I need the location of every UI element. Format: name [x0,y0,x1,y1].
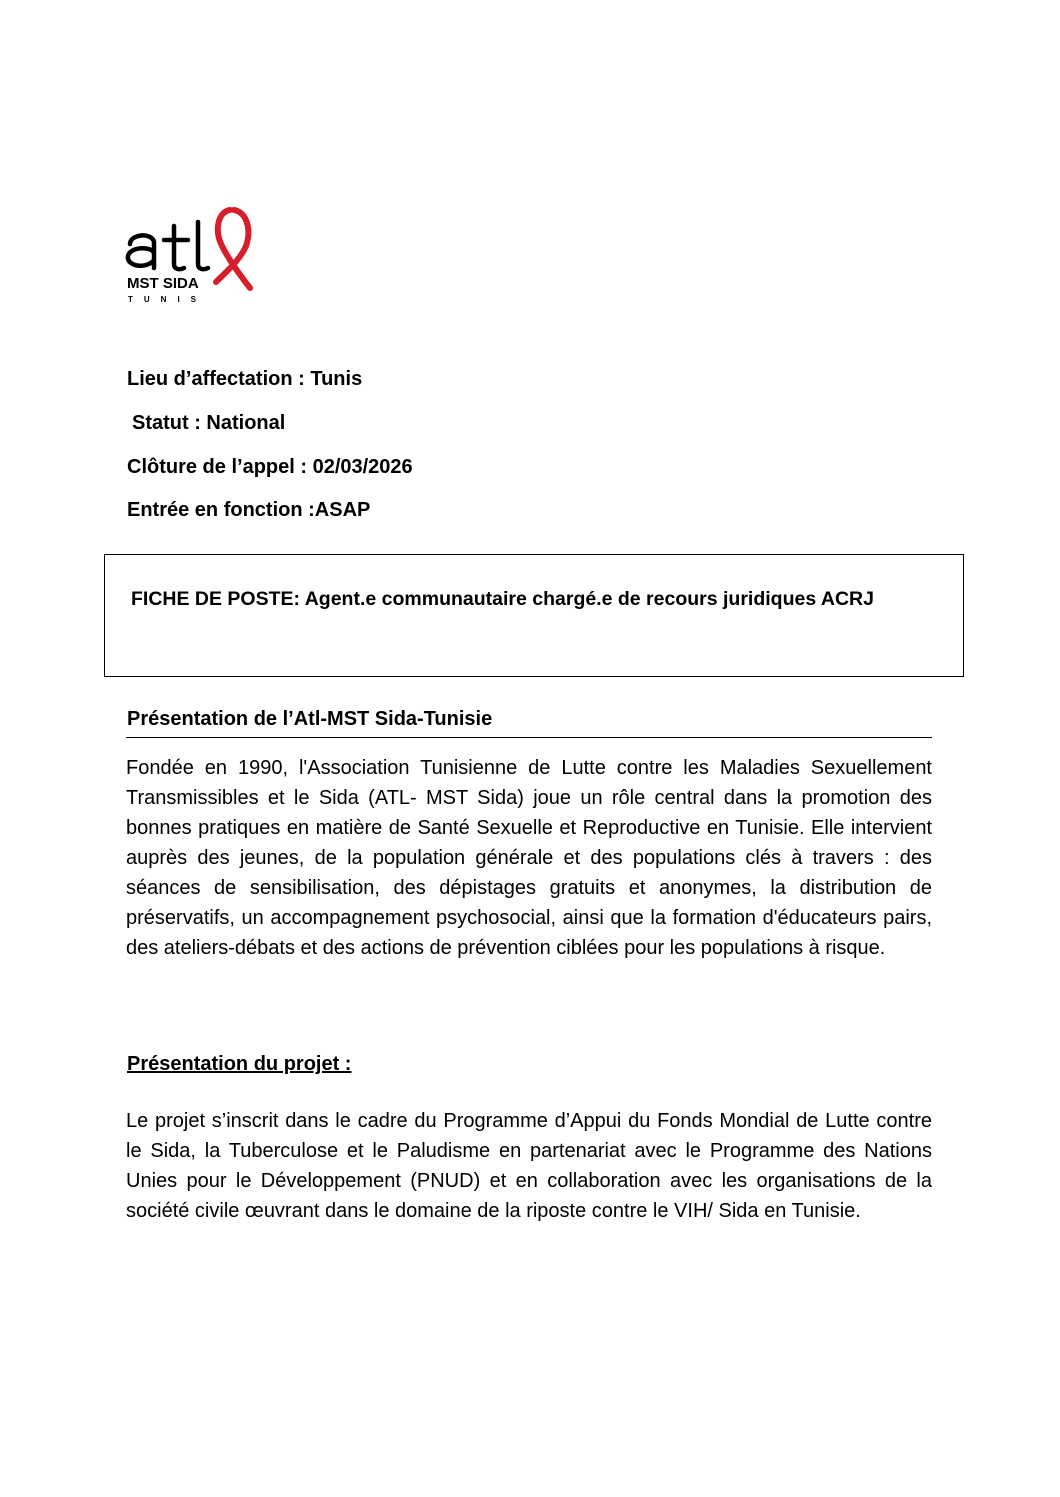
atl-logo-mark [122,200,262,310]
fiche-de-poste-title: FICHE DE POSTE: Agent.e communautaire chargé.e de recours juridiques ACRJ [131,588,874,610]
logo-tunis-text: TUNIS [128,295,207,304]
statut: Statut : National [132,412,286,434]
atl-logo [122,200,262,310]
logo-mst-sida-text: MST SIDA [127,275,199,292]
cloture-appel: Clôture de l’appel : 02/03/2026 [127,456,413,478]
presentation-projet-paragraph: Le projet s’inscrit dans le cadre du Programme d’Appui du Fonds Mondial de Lutte contre le Sida, la Tuberculose et le Paludisme en partenariat avec le Programme des Nations Unies pour le Développement (PNUD) et en collaboration avec les organisations de la société civile œuvrant dans le domaine de la riposte contre le VIH/ Sida en Tunisie. [126,1110,932,1222]
presentation-atl-paragraph: Fondée en 1990, l'Association Tunisienne de Lutte contre les Maladies Sexuellement Transmissibles et le Sida (ATL- MST Sida) joue un rôle central dans la promotion des bonnes pratiques en matière de Santé Sexuelle et Reproductive en Tunisie. Elle intervient auprès des jeunes, de la population générale et des populations clés à travers : des séances de sensibilisation, des dépistages gratuits et anonymes, la distribution de préservatifs, un accompagnement psychosocial, ainsi que la formation d'éducateurs pairs, des ateliers-débats et des actions de prévention ciblées pour les populations à risque. [126,757,932,959]
presentation-atl-heading: Présentation de l’Atl-MST Sida-Tunisie [127,708,493,730]
fiche-de-poste-box [104,554,964,677]
lieu-affectation: Lieu d’affectation : Tunis [127,368,363,390]
heading-divider [126,737,932,738]
entree-fonction: Entrée en fonction :ASAP [127,499,371,521]
presentation-projet-heading: Présentation du projet : [127,1053,352,1075]
